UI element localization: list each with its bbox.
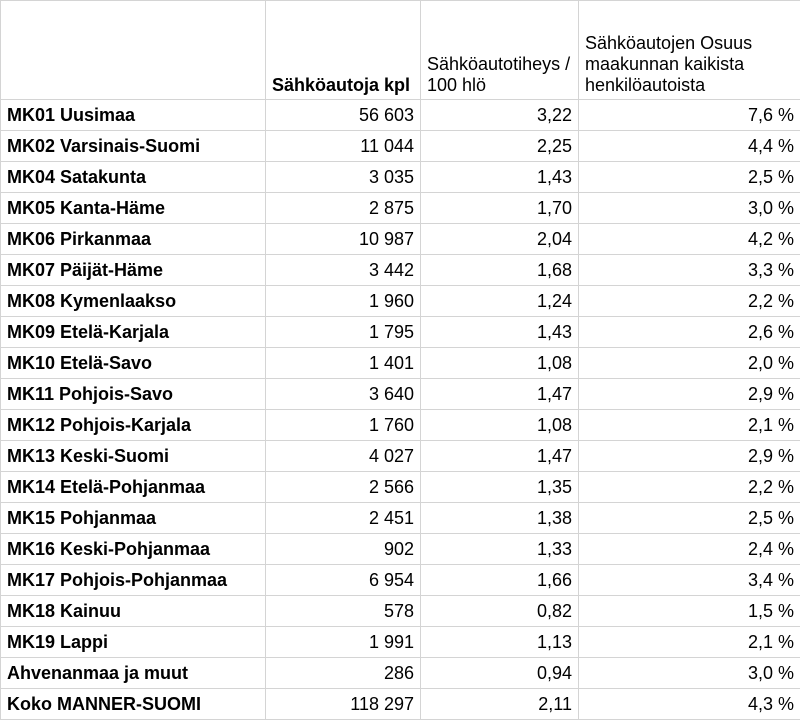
region-name-cell: MK09 Etelä-Karjala (1, 317, 266, 348)
region-name-cell: MK02 Varsinais-Suomi (1, 131, 266, 162)
table-row (1, 286, 800, 317)
table-row (1, 410, 800, 441)
table-row (1, 193, 800, 224)
ev-count-cell: 1 760 (266, 410, 421, 441)
ev-density-cell: 2,04 (421, 224, 579, 255)
ev-share-cell: 2,4 % (579, 534, 800, 565)
ev-count-cell: 286 (266, 658, 421, 689)
ev-share-cell: 2,1 % (579, 627, 800, 658)
ev-share-cell: 2,9 % (579, 379, 800, 410)
table-row (1, 379, 800, 410)
ev-count-cell: 3 035 (266, 162, 421, 193)
region-name-cell: MK08 Kymenlaakso (1, 286, 266, 317)
ev-share-cell: 2,2 % (579, 286, 800, 317)
region-name-cell: Koko MANNER-SUOMI (1, 689, 266, 720)
ev-density-cell: 1,38 (421, 503, 579, 534)
ev-share-cell: 3,4 % (579, 565, 800, 596)
table-row (1, 255, 800, 286)
header-ev-share: Sähköautojen Osuus maakunnan kaikista henkilöautoista (579, 1, 800, 100)
ev-count-cell: 11 044 (266, 131, 421, 162)
ev-count-cell: 2 451 (266, 503, 421, 534)
region-name-cell: MK05 Kanta-Häme (1, 193, 266, 224)
region-name-cell: MK12 Pohjois-Karjala (1, 410, 266, 441)
ev-density-cell: 1,47 (421, 441, 579, 472)
table-row (1, 596, 800, 627)
ev-share-cell: 4,4 % (579, 131, 800, 162)
table-row (1, 565, 800, 596)
region-name-cell: MK16 Keski-Pohjanmaa (1, 534, 266, 565)
ev-share-cell: 2,0 % (579, 348, 800, 379)
table-row (1, 317, 800, 348)
ev-count-cell: 4 027 (266, 441, 421, 472)
ev-count-cell: 1 795 (266, 317, 421, 348)
ev-density-cell: 1,66 (421, 565, 579, 596)
table-row (1, 348, 800, 379)
ev-density-cell: 3,22 (421, 100, 579, 131)
ev-share-cell: 2,5 % (579, 162, 800, 193)
ev-density-cell: 2,25 (421, 131, 579, 162)
ev-count-cell: 578 (266, 596, 421, 627)
ev-share-cell: 1,5 % (579, 596, 800, 627)
ev-density-cell: 1,70 (421, 193, 579, 224)
ev-count-cell: 2 566 (266, 472, 421, 503)
ev-density-cell: 2,11 (421, 689, 579, 720)
ev-count-cell: 1 991 (266, 627, 421, 658)
table-row (1, 627, 800, 658)
table-body (1, 100, 800, 720)
ev-share-cell: 4,3 % (579, 689, 800, 720)
region-name-cell: MK04 Satakunta (1, 162, 266, 193)
region-name-cell: MK10 Etelä-Savo (1, 348, 266, 379)
ev-count-cell: 56 603 (266, 100, 421, 131)
header-ev-count: Sähköautoja kpl (266, 1, 421, 100)
table-row (1, 689, 800, 720)
table-row (1, 534, 800, 565)
table-row (1, 224, 800, 255)
region-name-cell: MK13 Keski-Suomi (1, 441, 266, 472)
ev-density-cell: 1,08 (421, 348, 579, 379)
region-name-cell: MK01 Uusimaa (1, 100, 266, 131)
ev-count-cell: 1 960 (266, 286, 421, 317)
ev-share-cell: 3,0 % (579, 193, 800, 224)
region-name-cell: MK14 Etelä-Pohjanmaa (1, 472, 266, 503)
header-ev-density: Sähköautotiheys / 100 hlö (421, 1, 579, 100)
ev-count-cell: 118 297 (266, 689, 421, 720)
ev-share-cell: 3,0 % (579, 658, 800, 689)
header-region (1, 1, 266, 100)
table-row (1, 441, 800, 472)
ev-density-cell: 1,08 (421, 410, 579, 441)
ev-density-cell: 1,47 (421, 379, 579, 410)
ev-count-cell: 10 987 (266, 224, 421, 255)
region-name-cell: MK07 Päijät-Häme (1, 255, 266, 286)
ev-share-cell: 2,2 % (579, 472, 800, 503)
region-name-cell: Ahvenanmaa ja muut (1, 658, 266, 689)
ev-count-cell: 2 875 (266, 193, 421, 224)
ev-share-cell: 4,2 % (579, 224, 800, 255)
ev-density-cell: 0,94 (421, 658, 579, 689)
ev-density-cell: 1,43 (421, 162, 579, 193)
ev-density-cell: 1,24 (421, 286, 579, 317)
header-row (1, 1, 800, 100)
table-row (1, 503, 800, 534)
ev-count-cell: 3 640 (266, 379, 421, 410)
ev-density-cell: 1,13 (421, 627, 579, 658)
ev-density-cell: 0,82 (421, 596, 579, 627)
table-row (1, 100, 800, 131)
ev-count-cell: 6 954 (266, 565, 421, 596)
region-name-cell: MK19 Lappi (1, 627, 266, 658)
region-name-cell: MK06 Pirkanmaa (1, 224, 266, 255)
region-name-cell: MK11 Pohjois-Savo (1, 379, 266, 410)
ev-share-cell: 7,6 % (579, 100, 800, 131)
region-name-cell: MK17 Pohjois-Pohjanmaa (1, 565, 266, 596)
table-row (1, 658, 800, 689)
ev-density-cell: 1,43 (421, 317, 579, 348)
ev-density-cell: 1,33 (421, 534, 579, 565)
ev-density-cell: 1,35 (421, 472, 579, 503)
ev-share-cell: 2,5 % (579, 503, 800, 534)
ev-count-cell: 3 442 (266, 255, 421, 286)
region-name-cell: MK18 Kainuu (1, 596, 266, 627)
ev-count-cell: 902 (266, 534, 421, 565)
region-name-cell: MK15 Pohjanmaa (1, 503, 266, 534)
ev-share-cell: 2,1 % (579, 410, 800, 441)
ev-count-cell: 1 401 (266, 348, 421, 379)
ev-density-cell: 1,68 (421, 255, 579, 286)
ev-share-cell: 2,6 % (579, 317, 800, 348)
ev-share-cell: 2,9 % (579, 441, 800, 472)
table-row (1, 162, 800, 193)
table-row (1, 131, 800, 162)
ev-share-cell: 3,3 % (579, 255, 800, 286)
table-row (1, 472, 800, 503)
